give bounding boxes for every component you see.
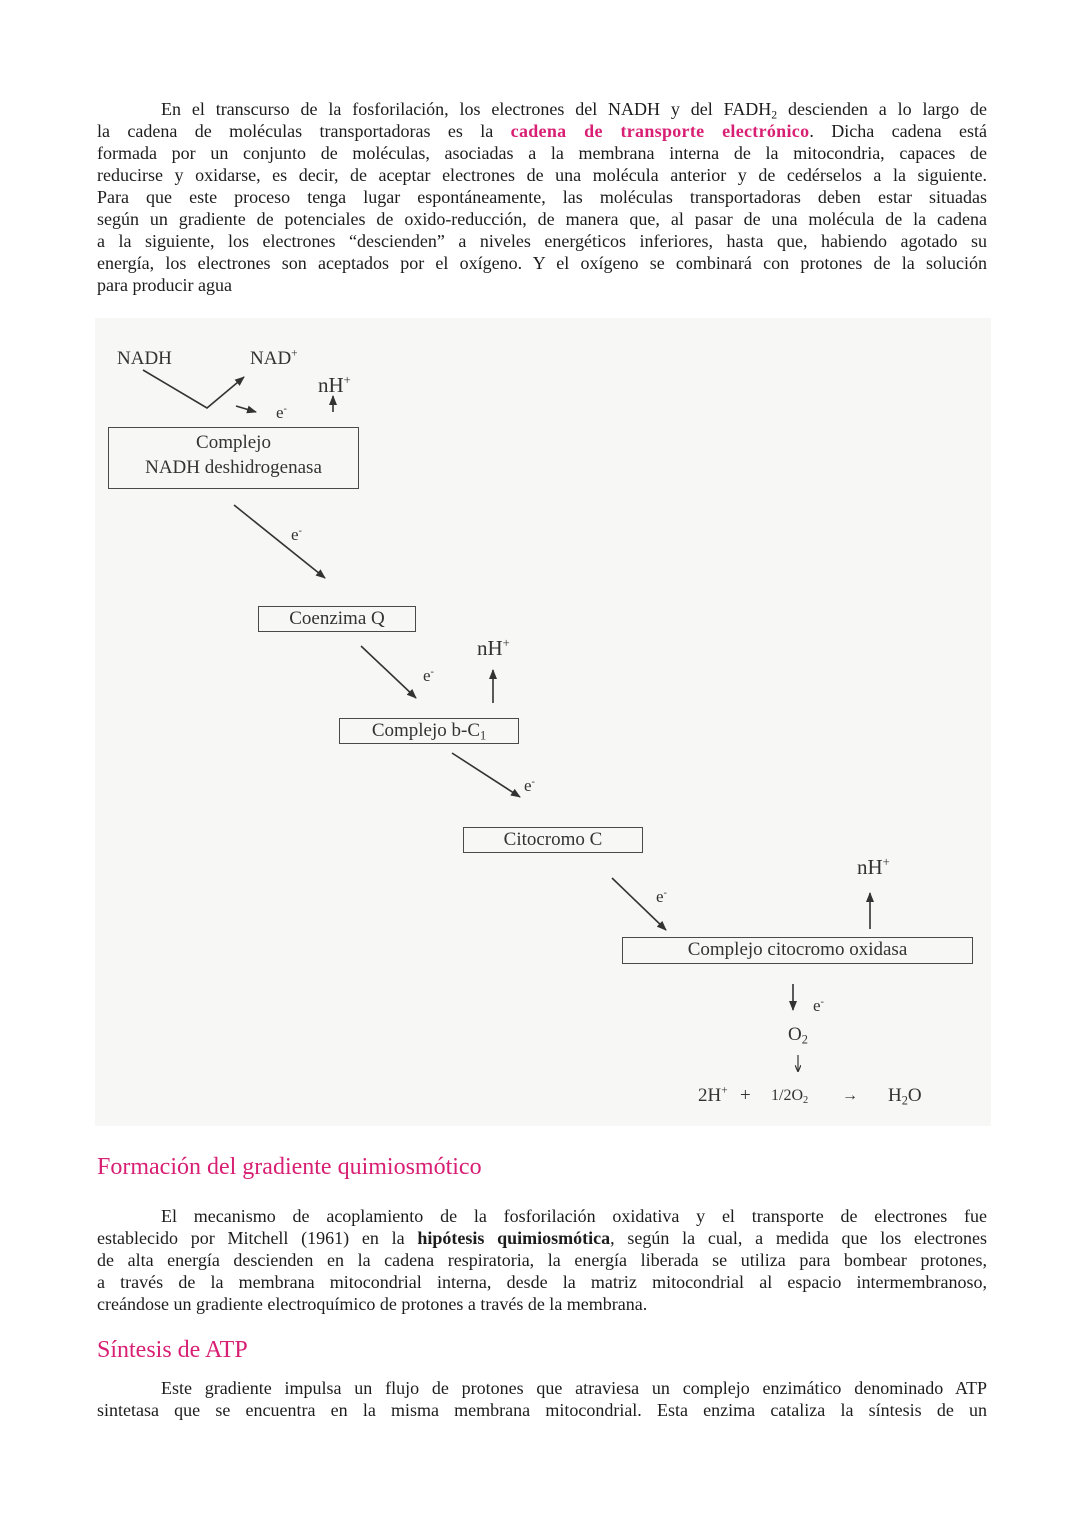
equation-water <box>888 1085 922 1107</box>
cytochrome-oxidase-label: Complejo citocromo oxidasa <box>687 939 908 960</box>
intro-line-1-before: En el transcurso de la fosforilación, los electrones del NADH y del FADH <box>161 99 772 119</box>
complex-1-line-1: Complejo <box>196 432 271 453</box>
electron-superscript: - <box>430 666 434 678</box>
atp-paragraph <box>97 1377 987 1421</box>
intro-line-2 <box>97 120 987 142</box>
water-subscript: 2 <box>901 1093 908 1108</box>
intro-line-1 <box>161 98 987 120</box>
gradient-line-4: a través de la membrana mitocondrial interna, desde la matriz mitocondrial al espacio intermembranoso, <box>97 1272 987 1292</box>
oxygen-subscript: 2 <box>801 1032 808 1047</box>
equation-half-oxygen <box>771 1087 808 1105</box>
electron-label-1 <box>276 403 287 423</box>
proton-label-1 <box>318 373 351 397</box>
equation-plus: + <box>740 1085 751 1106</box>
intro-line-5: Para que este proceso tenga lugar espontáneamente, las moléculas transportadoras deben estar situadas <box>97 187 987 207</box>
equation-arrow: → <box>842 1087 858 1104</box>
bold-term-chemiosmotic-hypothesis: hipótesis quimiosmótica <box>417 1228 611 1248</box>
electron-superscript: - <box>283 403 287 415</box>
proton-label-2 <box>477 636 510 660</box>
intro-line-7: a la siguiente, los electrones “descienden” a niveles energéticos inferiores, hasta que, habiendo agotado su <box>97 231 987 251</box>
proton-superscript: + <box>343 372 351 387</box>
proton-base: nH <box>857 855 883 879</box>
complex-bc1-label: Complejo b-C <box>371 720 481 741</box>
intro-line-3: formada por un conjunto de moléculas, asociadas a la membrana interna de la mitocondria, capaces de <box>97 143 987 163</box>
atp-line-2: sintetasa que se encuentra en la misma membrana mitocondrial. Esta enzima cataliza la síntesis de un <box>97 1400 987 1420</box>
electron-superscript: - <box>298 525 302 537</box>
water-h: H <box>888 1085 902 1106</box>
electron-superscript: - <box>531 776 535 788</box>
equation-protons <box>698 1085 728 1107</box>
cytochrome-oxidase-box <box>622 937 973 964</box>
electron-base: e <box>656 887 664 906</box>
nad-base: NAD <box>250 348 292 369</box>
complex-1-line-2: NADH deshidrogenasa <box>145 457 322 478</box>
electron-superscript: - <box>663 887 667 899</box>
intro-line-1-after: descienden a lo largo de <box>777 99 987 119</box>
nad-label <box>250 348 298 370</box>
intro-line-2-before: la cadena de moléculas transportadoras es la <box>97 121 511 141</box>
proton-label-3 <box>857 855 890 879</box>
electron-label-4 <box>524 776 535 796</box>
electron-base: e <box>524 776 532 795</box>
proton-superscript: + <box>502 635 510 650</box>
electron-label-5 <box>656 887 667 907</box>
oxygen-label <box>788 1024 808 1046</box>
equation-protons-superscript: + <box>721 1084 728 1097</box>
gradient-line-2-after: , según la cual, a medida que los electrones <box>610 1228 987 1248</box>
proton-base: nH <box>318 373 344 397</box>
proton-base: nH <box>477 636 503 660</box>
electron-label-3 <box>423 666 434 686</box>
highlighted-term-electron-transport-chain: cadena de transporte electrónico <box>510 121 810 141</box>
proton-superscript: + <box>882 854 890 869</box>
intro-line-4: reducirse y oxidarse, es decir, de aceptar electrones de una molécula anterior y de cedérselos a la siguiente. <box>97 165 987 185</box>
electron-label-6 <box>813 996 824 1016</box>
electron-label-2 <box>291 525 302 545</box>
electron-base: e <box>291 525 299 544</box>
electron-base: e <box>423 666 431 685</box>
intro-paragraph <box>97 98 987 296</box>
atp-line-1: Este gradiente impulsa un flujo de protones que atraviesa un complejo enzimático denominado ATP <box>161 1378 987 1398</box>
oxygen-base: O <box>788 1024 802 1045</box>
intro-line-6: según un gradiente de potenciales de oxido-reducción, de manera que, al pasar de una molécula de la cadena <box>97 209 987 229</box>
electron-base: e <box>276 403 284 422</box>
gradient-line-3: de alta energía descienden en la cadena respiratoria, la energía liberada se utiliza para bombear protones, <box>97 1250 987 1270</box>
intro-line-2-after: . Dicha cadena está <box>809 121 988 141</box>
nadh-label: NADH <box>117 348 172 369</box>
gradient-paragraph <box>97 1205 987 1315</box>
nad-superscript: + <box>291 347 298 360</box>
equation-protons-base: 2H <box>698 1085 722 1106</box>
gradient-line-5: creándose un gradiente electroquímico de protones a través de la membrana. <box>97 1294 648 1314</box>
gradient-line-1: El mecanismo de acoplamiento de la fosforilación oxidativa y el transporte de electrones fue <box>161 1206 987 1226</box>
complex-nadh-dehydrogenase-box <box>108 427 359 489</box>
complex-bc1-box <box>339 718 519 744</box>
fadh2-subscript: 2 <box>771 108 778 122</box>
heading-atp-synthesis: Síntesis de ATP <box>97 1337 248 1363</box>
gradient-line-2 <box>97 1227 987 1249</box>
intro-line-8: energía, los electrones son aceptados por el oxígeno. Y el oxígeno se combinará con protones de la solución <box>97 253 987 273</box>
cytochrome-c-box <box>463 827 643 853</box>
heading-gradient: Formación del gradiente quimiosmótico <box>97 1154 482 1180</box>
water-o: O <box>907 1085 922 1106</box>
gradient-line-2-before: establecido por Mitchell (1961) en la <box>97 1228 418 1248</box>
equation-half-oxygen-base: 1/2O <box>771 1087 803 1104</box>
intro-line-9: para producir agua <box>97 275 232 295</box>
electron-base: e <box>813 996 821 1015</box>
complex-bc1-subscript: 1 <box>480 728 487 743</box>
equation-half-oxygen-subscript: 2 <box>803 1094 809 1106</box>
coenzyme-q-label: Coenzima Q <box>289 608 385 629</box>
electron-superscript: - <box>820 996 824 1008</box>
cytochrome-c-label: Citocromo C <box>503 829 603 850</box>
coenzyme-q-box <box>258 606 416 632</box>
